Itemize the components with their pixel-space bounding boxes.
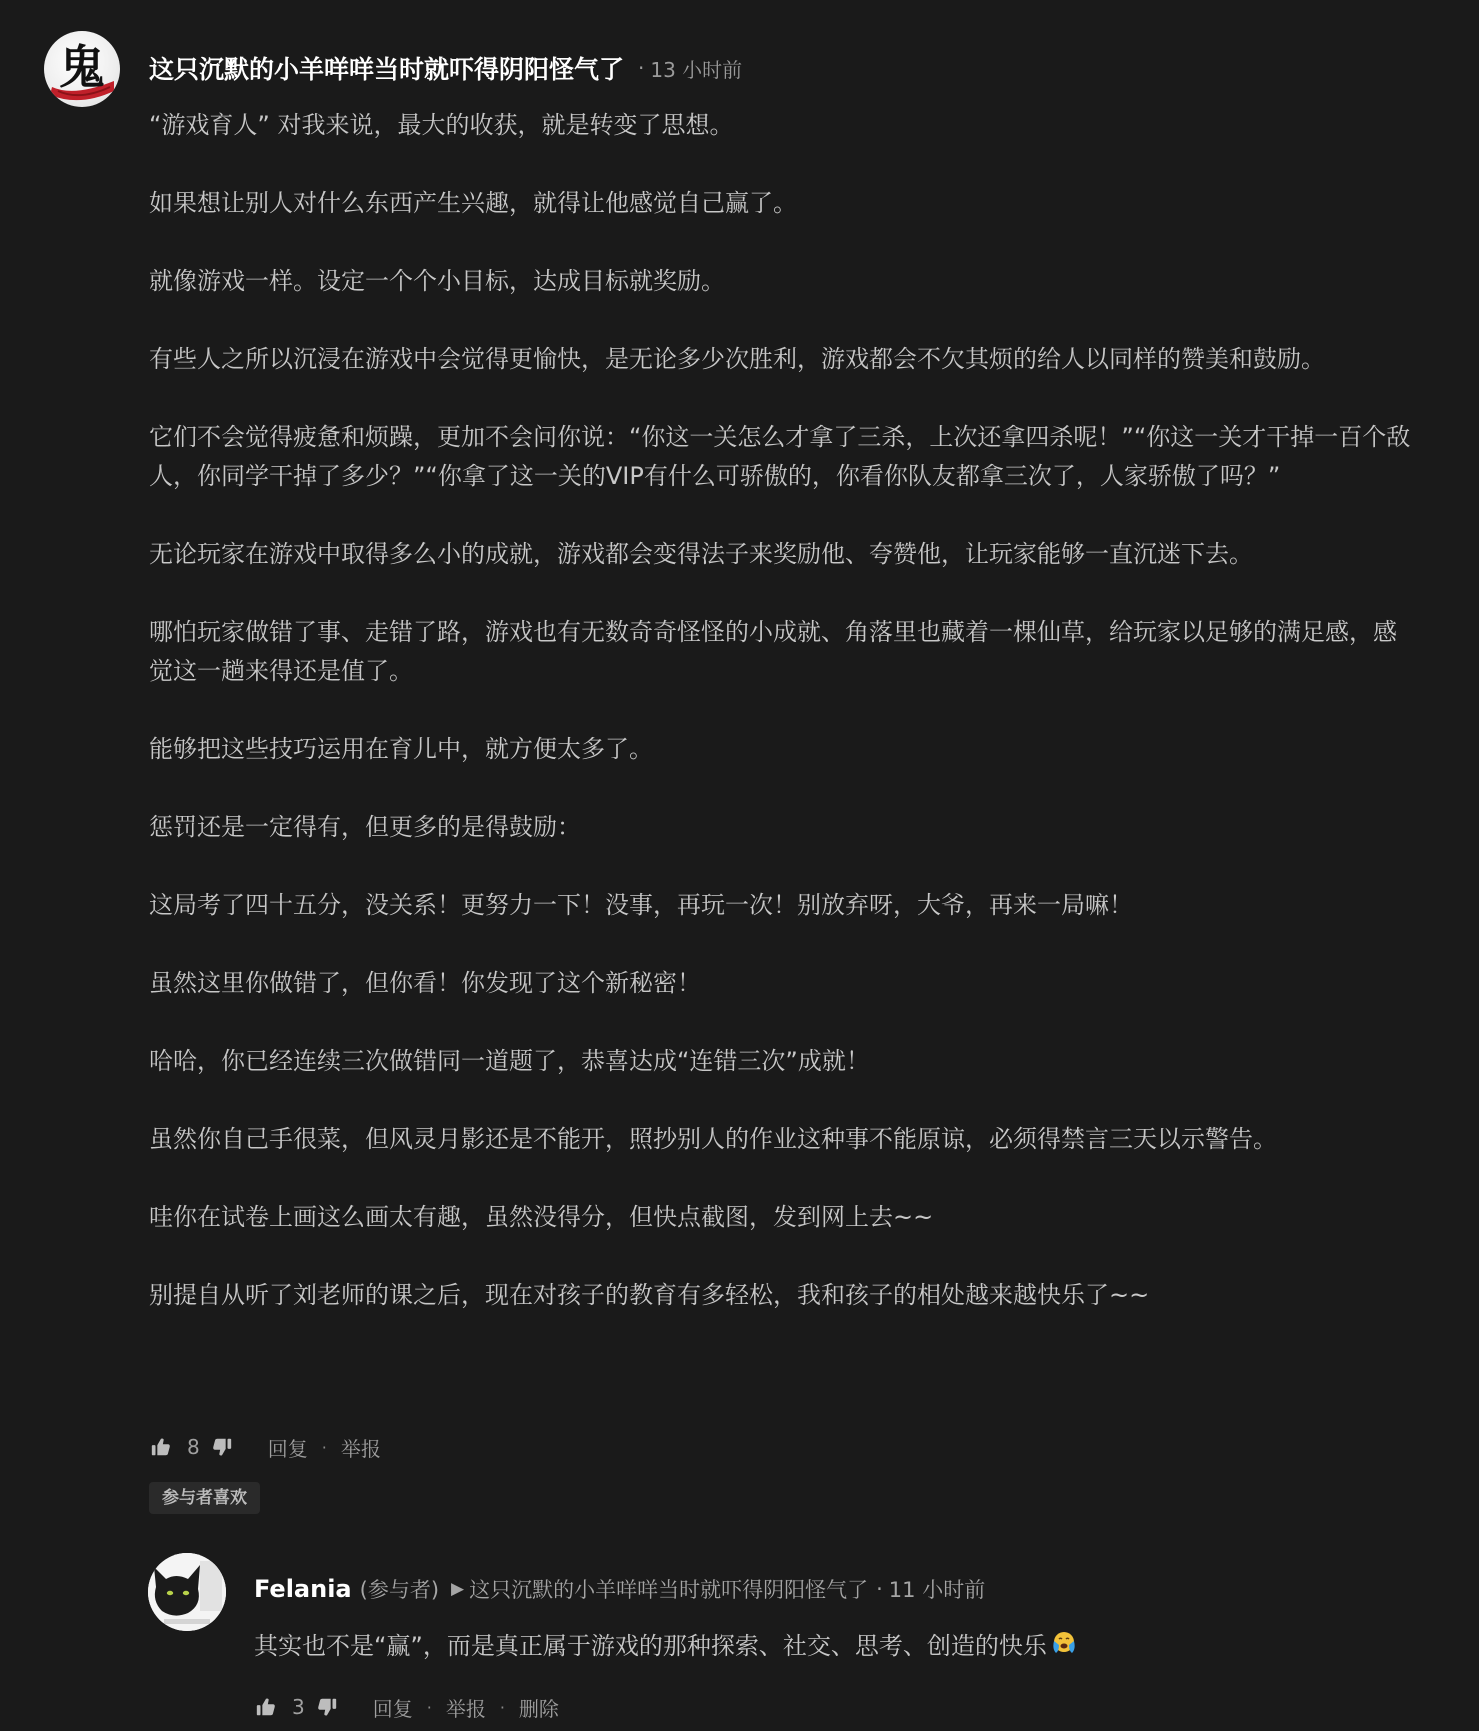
author-name[interactable]: Felania bbox=[254, 1575, 352, 1603]
thumbs-up-icon[interactable] bbox=[254, 1695, 278, 1719]
comment-body bbox=[149, 106, 1411, 1354]
reply-body bbox=[254, 1626, 1404, 1667]
separator: · bbox=[876, 1577, 883, 1601]
separator: · bbox=[426, 1697, 432, 1717]
avatar[interactable] bbox=[44, 31, 120, 107]
comment-paragraph: 惩罚还是一定得有，但更多的是得鼓励： bbox=[149, 813, 581, 841]
thumbs-down-icon[interactable] bbox=[315, 1695, 339, 1719]
participant-liked-badge: 参与者喜欢 bbox=[149, 1482, 260, 1514]
reply-header bbox=[254, 1572, 985, 1606]
reply-arrow-icon: ▶ bbox=[451, 1579, 465, 1599]
vote-count: 3 bbox=[292, 1695, 305, 1719]
thumbs-up-icon[interactable] bbox=[149, 1435, 173, 1459]
reply-button[interactable]: 回复 bbox=[372, 1696, 413, 1721]
ghost-character-avatar-icon bbox=[44, 31, 120, 107]
comment-paragraph: 就像游戏一样。设定一个个小目标，达成目标就奖励。 bbox=[149, 267, 725, 295]
comment-paragraph: 这局考了四十五分，没关系！更努力一下！没事，再玩一次！别放弃呀，大爷，再来一局嘛！ bbox=[149, 891, 1133, 919]
comment-paragraph: 虽然这里你做错了，但你看！你发现了这个新秘密！ bbox=[149, 969, 701, 997]
comment-paragraph: 虽然你自己手很菜，但风灵月影还是不能开，照抄别人的作业这种事不能原谅，必须得禁言三天以示警告。 bbox=[149, 1125, 1277, 1153]
author-name[interactable]: 这只沉默的小羊咩咩当时就吓得阴阳怪气了 bbox=[149, 55, 625, 84]
comment-paragraph: 无论玩家在游戏中取得多么小的成就，游戏都会变得法子来奖励他、夸赞他，让玩家能够一直沉迷下去。 bbox=[149, 540, 1253, 568]
comment-paragraph: “游戏育人” 对我来说，最大的收获，就是转变了思想。 bbox=[149, 111, 734, 139]
report-button[interactable]: 举报 bbox=[340, 1436, 381, 1461]
thumbs-down-icon[interactable] bbox=[210, 1435, 234, 1459]
timestamp[interactable]: 13 小时前 bbox=[650, 57, 743, 82]
avatar[interactable] bbox=[148, 1553, 226, 1631]
comment-paragraph: 别提自从听了刘老师的课之后，现在对孩子的教育有多轻松，我和孩子的相处越来越快乐了~~ bbox=[149, 1281, 1150, 1309]
comment-paragraph: 哇你在试卷上画这么画太有趣，虽然没得分，但快点截图，发到网上去~~ bbox=[149, 1203, 934, 1231]
comment-paragraph: 如果想让别人对什么东西产生兴趣，就得让他感觉自己赢了。 bbox=[149, 189, 797, 217]
comment-paragraph: 能够把这些技巧运用在育儿中，就方便太多了。 bbox=[149, 735, 653, 763]
comment-actions bbox=[149, 1432, 381, 1462]
comment-paragraph: 哪怕玩家做错了事、走错了路，游戏也有无数奇奇怪怪的小成就、角落里也藏着一棵仙草，给玩家以足够的满足感，感觉这一趟来得还是值了。 bbox=[149, 618, 1397, 685]
reply-button[interactable]: 回复 bbox=[267, 1436, 308, 1461]
avatar-glyph: 鬼 bbox=[59, 40, 105, 94]
reply-actions bbox=[254, 1692, 559, 1722]
separator: · bbox=[499, 1697, 505, 1717]
reply-text: 其实也不是“赢”，而是真正属于游戏的那种探索、社交、思考、创造的快乐 bbox=[254, 1632, 1047, 1660]
comment-paragraph: 有些人之所以沉浸在游戏中会觉得更愉快，是无论多少次胜利，游戏都会不欠其烦的给人以同样的赞美和鼓励。 bbox=[149, 345, 1325, 373]
vote-count: 8 bbox=[187, 1435, 200, 1459]
comment-paragraph: 哈哈，你已经连续三次做错同一道题了，恭喜达成“连错三次”成就！ bbox=[149, 1047, 870, 1075]
crying-face-emoji-icon bbox=[1051, 1627, 1077, 1667]
delete-button[interactable]: 删除 bbox=[518, 1696, 559, 1721]
report-button[interactable]: 举报 bbox=[445, 1696, 486, 1721]
timestamp[interactable]: 11 小时前 bbox=[888, 1578, 986, 1602]
reply-target-author[interactable]: 这只沉默的小羊咩咩当时就吓得阴阳怪气了 bbox=[469, 1578, 869, 1602]
participant-role-tag: (参与者) bbox=[359, 1578, 440, 1602]
comment-paragraph: 它们不会觉得疲惫和烦躁，更加不会问你说：“你这一关怎么才拿了三杀，上次还拿四杀呢！”“你这一关才干掉一百个敌人，你同学干掉了多少？”“你拿了这一关的VIP有什么可骄傲的，你看你队友都拿三次了，人家骄傲了吗？” bbox=[149, 423, 1411, 490]
comment-header bbox=[149, 50, 742, 86]
separator: · bbox=[638, 56, 645, 80]
black-cat-avatar-icon bbox=[148, 1553, 226, 1631]
separator: · bbox=[321, 1437, 327, 1457]
